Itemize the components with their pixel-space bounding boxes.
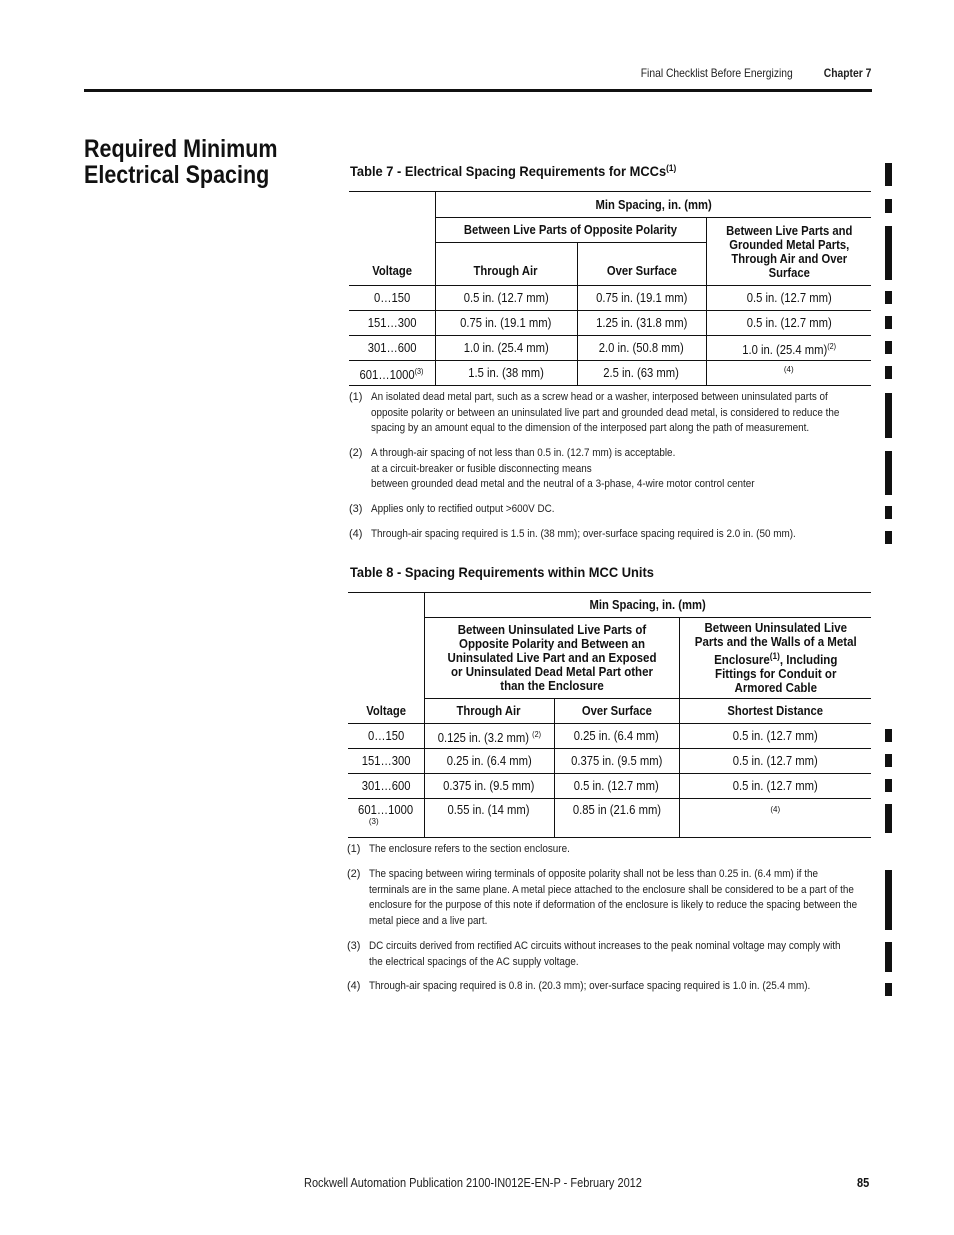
section-title xyxy=(84,136,278,188)
change-bar xyxy=(885,291,892,304)
table7-group-header: Min Spacing, in. (mm) xyxy=(435,192,871,218)
change-bar xyxy=(885,506,892,519)
table8-note-3: (3) DC circuits derived from rectified AC circuits without increases to the peak nominal voltage may comply with the electrical spacings of the AC supply voltage. xyxy=(347,940,841,968)
cell-through-air: 0.375 in. (9.5 mm) xyxy=(424,774,554,799)
running-header-chapter: Chapter 7 xyxy=(823,66,871,80)
change-bar xyxy=(885,451,892,495)
cell-over-surface: 0.25 in. (6.4 mm) xyxy=(554,724,679,749)
cell-voltage: 151…300 xyxy=(349,311,435,336)
cell-grounded: 0.5 in. (12.7 mm) xyxy=(706,311,871,336)
table-row xyxy=(348,749,871,774)
table7-title-ref: (1) xyxy=(666,163,677,173)
page-number: 85 xyxy=(857,1176,870,1190)
table7-col-voltage: Voltage xyxy=(349,243,435,286)
cell-grounded: 1.0 in. (25.4 mm)$^{(2)}$ xyxy=(706,336,871,361)
change-bar xyxy=(885,393,892,438)
cell-shortest: 0.5 in. (12.7 mm) xyxy=(679,774,871,799)
table7-note-3: (3) Applies only to rectified output >600V DC. xyxy=(349,503,555,515)
cell-through-air: 1.0 in. (25.4 mm) xyxy=(435,336,577,361)
table7-notes xyxy=(349,390,889,550)
table8-note-1: (1) The enclosure refers to the section enclosure. xyxy=(347,843,570,855)
cell-voltage: 151…300 xyxy=(348,749,424,774)
table8-group-header: Min Spacing, in. (mm) xyxy=(424,593,871,618)
cell-voltage: 601…1000 $^{(3)}$ xyxy=(348,799,424,838)
footnote-ref: (3) xyxy=(368,817,379,826)
table-row xyxy=(349,311,871,336)
change-bar xyxy=(885,983,892,996)
table8-col-shortest: Shortest Distance xyxy=(679,699,871,724)
cell-shortest: 0.5 in. (12.7 mm) xyxy=(679,724,871,749)
table-row xyxy=(348,799,871,838)
table-row xyxy=(349,286,871,311)
cell-voltage: 0…150 xyxy=(348,724,424,749)
table8-col-voltage: Voltage xyxy=(348,699,424,724)
table7-title-text: Table 7 - Electrical Spacing Requirements for MCCs xyxy=(350,163,667,179)
footnote-ref: (2) xyxy=(826,341,836,351)
footer-publication: Rockwell Automation Publication 2100-IN012E-EN-P - February 2012 xyxy=(304,1176,642,1190)
running-header-section: Final Checklist Before Energizing xyxy=(640,66,793,80)
table-row xyxy=(349,361,871,386)
table7-col-over-surface: Over Surface xyxy=(577,243,706,286)
cell-over-surface: 2.0 in. (50.8 mm) xyxy=(577,336,706,361)
change-bar xyxy=(885,199,892,213)
change-bar xyxy=(885,366,892,379)
footnote-ref: (4) xyxy=(770,805,781,814)
change-bar xyxy=(885,316,892,329)
cell-over-surface: 2.5 in. (63 mm) xyxy=(577,361,706,386)
table7-title xyxy=(350,163,676,179)
cell-over-surface: 0.85 in (21.6 mm) xyxy=(554,799,679,838)
table7-note-1: (1) An isolated dead metal part, such as a screw head or a washer, interposed between uninsulated parts of opposite polarity or between an uninsulated live part and grounded dead metal, is considered to reduce the spacing by an amount equal to the dimension of the interposed part along the path of measurement. xyxy=(349,391,840,434)
change-bar xyxy=(885,779,892,792)
footnote-ref: (4) xyxy=(783,365,794,374)
table8-col-over-surface: Over Surface xyxy=(554,699,679,724)
table7-col-through-air: Through Air xyxy=(435,243,577,286)
cell-voltage: 601…1000$^{(3)}$ xyxy=(349,361,435,386)
footnote-ref: (2) xyxy=(531,729,541,739)
cell-over-surface: 0.5 in. (12.7 mm) xyxy=(554,774,679,799)
table8-note-4: (4) Through-air spacing required is 0.8 in. (20.3 mm); over-surface spacing required is 1.0 in. (25.4 mm). xyxy=(347,980,811,992)
table8-note-2: (2) The spacing between wiring terminals of opposite polarity shall not be less than 0.25 in. (6.4 mm) if the terminals are in the same plane. A metal piece attached to the enclosure shall be considered to be a part of the enclosure for the purpose of this note if deformation of the enclosure is likely to reduce the spacing between the metal piece and a live part. xyxy=(347,868,858,927)
table7-opposite-polarity-header: Between Live Parts of Opposite Polarity xyxy=(435,218,706,243)
cell-through-air: 0.125 in. (3.2 mm) $^{(2)}$ xyxy=(424,724,554,749)
cell-shortest: 0.5 in. (12.7 mm) xyxy=(679,749,871,774)
table-row xyxy=(348,724,871,749)
change-bar xyxy=(885,804,892,833)
change-bar xyxy=(885,942,892,972)
cell-through-air: 1.5 in. (38 mm) xyxy=(435,361,577,386)
cell-grounded: 0.5 in. (12.7 mm) xyxy=(706,286,871,311)
header-rule xyxy=(84,89,872,92)
section-title-line1: Required Minimum xyxy=(84,135,278,163)
section-title-line2: Electrical Spacing xyxy=(84,161,270,189)
change-bar xyxy=(885,226,892,280)
cell-over-surface: 1.25 in. (31.8 mm) xyxy=(577,311,706,336)
table8-corner xyxy=(348,593,424,699)
footnote-ref: (3) xyxy=(414,366,424,376)
table7-grounded-header: Between Live Parts and Grounded Metal Parts, Through Air and Over Surface xyxy=(706,218,871,286)
table-row xyxy=(349,336,871,361)
table8-walls-header: Between Uninsulated Live Parts and the Walls of a Metal Enclosure$^{(1)}$, Including Fittings for Conduit or Armored Cable xyxy=(679,618,871,699)
cell-through-air: 0.55 in. (14 mm) xyxy=(424,799,554,838)
table8-uninsulated-header: Between Uninsulated Live Parts of Opposite Polarity and Between an Uninsulated Live Part and an Exposed or Uninsulated Dead Metal Part other than the Enclosure xyxy=(424,618,679,699)
cell-voltage: 301…600 xyxy=(349,336,435,361)
change-bar xyxy=(885,754,892,767)
table7-note-4: (4) Through-air spacing required is 1.5 in. (38 mm); over-surface spacing required is 2.0 in. (50 mm). xyxy=(349,528,796,540)
change-bar xyxy=(885,163,892,186)
change-bar xyxy=(885,870,892,930)
change-bar xyxy=(885,341,892,354)
table8-col-through-air: Through Air xyxy=(424,699,554,724)
table-row xyxy=(348,774,871,799)
cell-grounded xyxy=(706,361,871,386)
table8-notes xyxy=(347,842,887,1002)
cell-over-surface: 0.75 in. (19.1 mm) xyxy=(577,286,706,311)
table7-corner xyxy=(349,192,435,243)
cell-through-air: 0.5 in. (12.7 mm) xyxy=(435,286,577,311)
cell-through-air: 0.75 in. (19.1 mm) xyxy=(435,311,577,336)
cell-voltage: 301…600 xyxy=(348,774,424,799)
table8 xyxy=(348,592,871,838)
change-bar xyxy=(885,729,892,742)
cell-voltage: 0…150 xyxy=(349,286,435,311)
cell-through-air: 0.25 in. (6.4 mm) xyxy=(424,749,554,774)
cell-shortest xyxy=(679,799,871,838)
table8-title: Table 8 - Spacing Requirements within MCC Units xyxy=(350,564,654,580)
cell-over-surface: 0.375 in. (9.5 mm) xyxy=(554,749,679,774)
table7-note-2: (2) A through-air spacing of not less than 0.5 in. (12.7 mm) is acceptable. at a circuit-breaker or fusible disconnecting means between grounded dead metal and the neutral of a 3-phase, 4-wire motor control center xyxy=(349,447,755,490)
change-bar xyxy=(885,531,892,544)
table7 xyxy=(349,191,871,386)
